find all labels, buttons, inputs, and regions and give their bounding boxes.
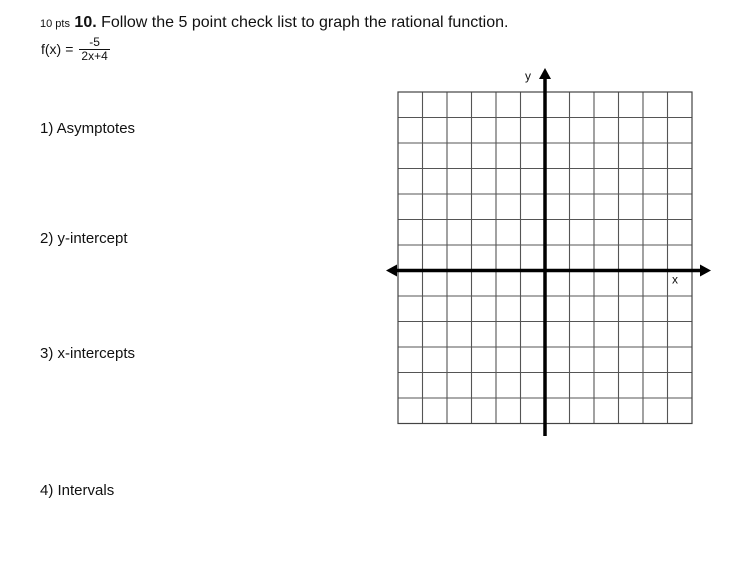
checklist-item-asymptotes: 1) Asymptotes [40, 120, 136, 137]
checklist-item-y-intercept: 2) y-intercept [40, 230, 128, 247]
x-axis-label: x [672, 272, 678, 287]
fraction-denominator: 2x+4 [81, 48, 108, 63]
fraction-numerator: -5 [89, 34, 100, 49]
question-header [40, 14, 508, 32]
checklist-item-intervals: 4) Intervals [40, 482, 115, 499]
function-lhs: f(x) [41, 41, 62, 57]
function-equals: = [65, 41, 74, 57]
x-axis-arrow-right [700, 265, 711, 277]
coordinate-grid [385, 66, 715, 436]
function-definition [41, 33, 110, 65]
question-prompt: Follow the 5 point check list to graph the rational function. [101, 14, 509, 31]
question-number: 10. [74, 14, 97, 31]
points-label: 10 pts [40, 18, 70, 30]
y-axis-arrow-up [539, 68, 551, 79]
function-fraction [79, 36, 109, 63]
checklist-item-x-intercepts: 3) x-intercepts [40, 345, 136, 362]
x-axis-arrow-left [386, 265, 397, 277]
y-axis-label: y [525, 69, 531, 83]
